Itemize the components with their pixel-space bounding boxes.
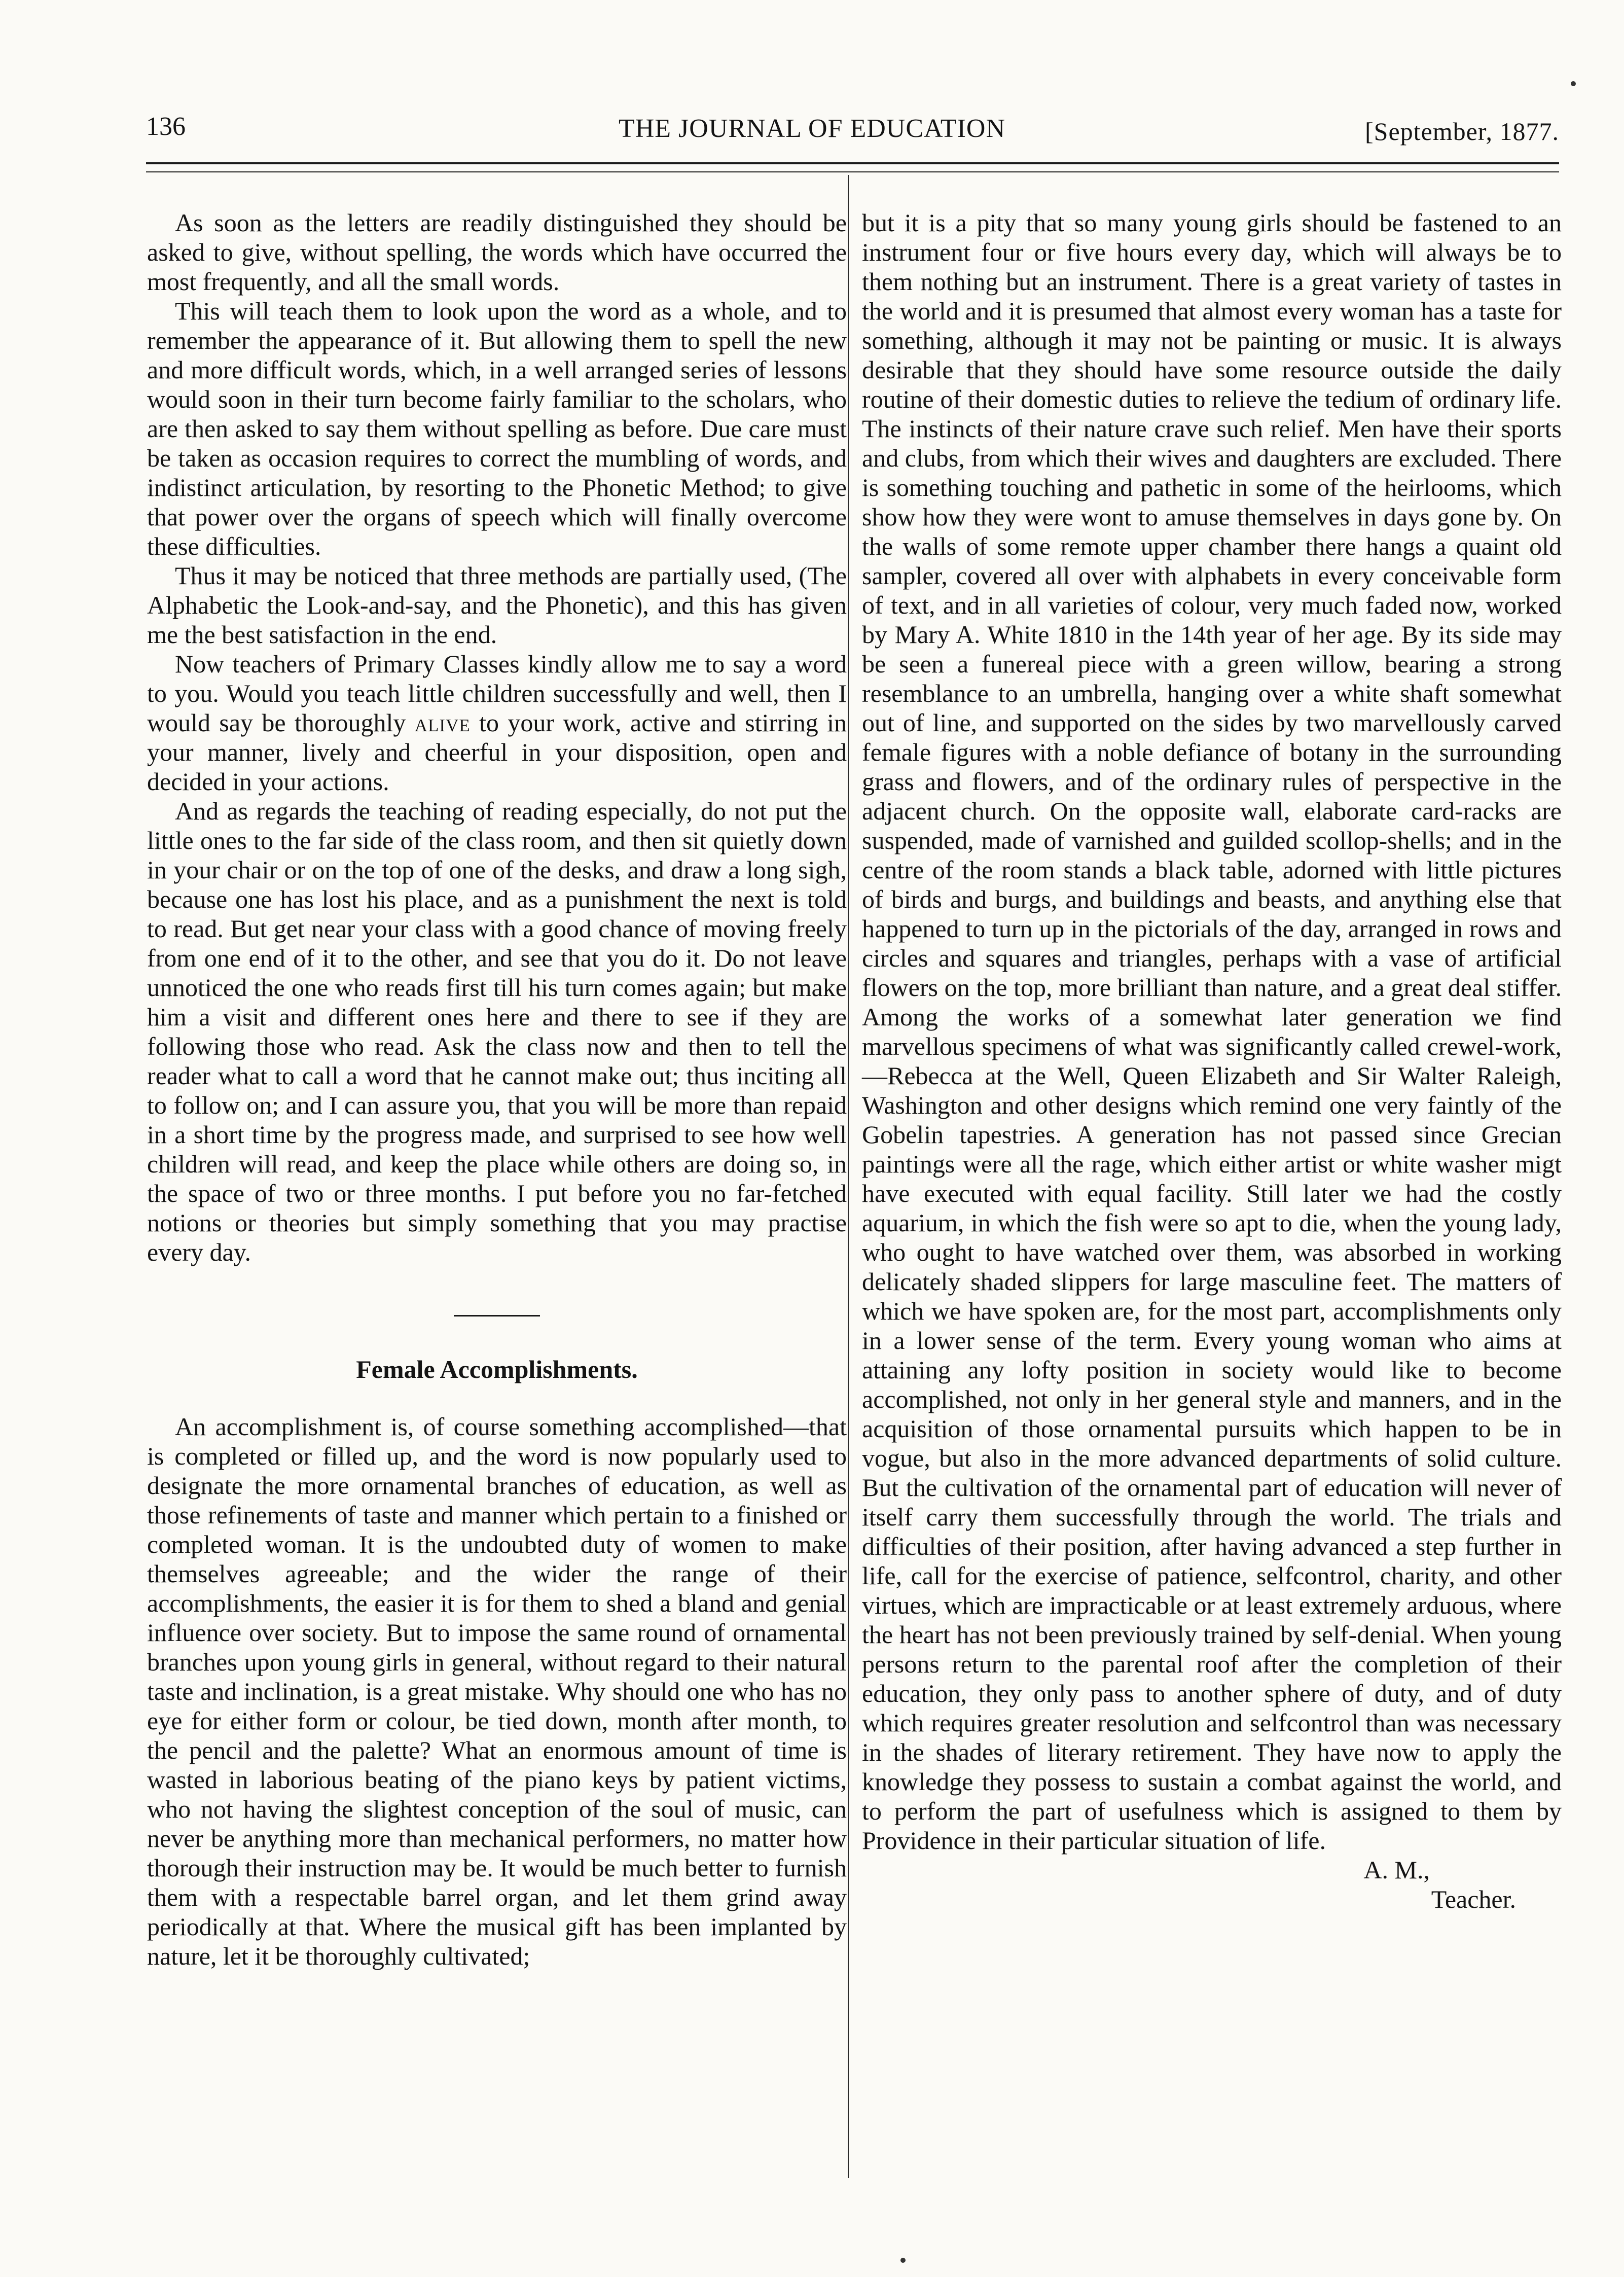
paragraph — [147, 649, 847, 796]
print-speck — [1571, 81, 1576, 86]
emphasis-alive: alive — [414, 708, 471, 737]
paragraph: This will teach them to look upon the word as a whole, and to remember the appearance of it. But allowing them to spell the new and more difficult words, which, in a well arranged series of lessons would soon in their turn become fairly familiar to the scholars, who are then asked to say them without spelling as before. Due care must be taken as occasion requires to correct the mumbling of words, and indistinct articulation, by resorting to the Phonetic Method; to give that power over the organs of speech which will finally overcome these difficulties. — [147, 297, 847, 560]
paragraph-text: Now teachers of Primary Classes kindly allow me to say a word to you. Would you teach little children successfully and well, then I would say be thoroughly — [147, 650, 847, 737]
signature-initials: A. M., — [1363, 1856, 1430, 1884]
paragraph: Thus it may be noticed that three methods are partially used, (The Alphabetic the Look-and-say, and the Phonetic), and this has given me the best satisfaction in the end. — [147, 561, 847, 649]
paragraph: And as regards the teaching of reading especially, do not put the little ones to the far side of the class room, and then sit quietly down in your chair or on the top of one of the desks, and draw a long sigh, because one has lost his place, and as a punishment the next is told to read. But get near your class with a good chance of moving freely from one end of it to the other, and see that you do it. Do not leave unnoticed the one who reads first till his turn comes again; but make him a visit and different ones here and there to see if they are following those who read. Ask the class now and then to tell the reader what to call a word that he cannot make out; thus inciting all to follow on; and I can assure you, that you will be more than repaid in a short time by the progress made, and surprised to see how well children will read, and keep the place while others are doing so, in the space of two or three months. I put before you no far-fetched notions or theories but simply something that you may practise every day. — [147, 797, 847, 1266]
section-title: Female Accomplishments. — [356, 1355, 638, 1383]
section-divider — [454, 1315, 540, 1317]
header-rule — [146, 162, 1559, 164]
column-divider — [848, 175, 849, 2178]
paragraph-text: to your work, active and stirring in your manner, lively and cheerful in your disposition, open and decided in your actions. — [147, 708, 847, 796]
print-speck — [900, 2258, 906, 2263]
signature-role: Teacher. — [1431, 1885, 1516, 1913]
left-column — [147, 208, 847, 2186]
header-rule-thin — [146, 171, 1559, 172]
paragraph: but it is a pity that so many young girls should be fastened to an instrument four or five hours every day, which will always be to them nothing but an instrument. There is a great variety of tastes in the world and it is presumed that almost every woman has a taste for something, although it may not be painting or music. It is always desirable that they should have some resource outside the daily routine of their domestic duties to relieve the tedium of ordinary life. The instincts of their nature crave such relief. Men have their sports and clubs, from which their wives and daughters are excluded. There is something touching and pathetic in some of the heirlooms, which show how they were wont to amuse themselves in days gone by. On the walls of some remote upper chamber there hangs a quaint old sampler, covered all over with alphabets in every conceivable form of text, and in all varieties of colour, very much faded now, worked by Mary A. White 1810 in the 14th year of her age. By its side may be seen a funereal piece with a green willow, bearing a strong resemblance to an umbrella, hanging over a white shaft somewhat out of line, and supported on the sides by two marvellously carved female figures with a noble defiance of botany in the surrounding grass and flowers, and of the ordinary rules of perspective in the adjacent church. On the opposite wall, elaborate card-racks are suspended, made of varnished and guilded scollop-shells; and in the centre of the room stands a black table, adorned with little pictures of birds and burgs, and buildings and beasts, and anything else that happened to turn up in the pictorials of the day, arranged in rows and circles and squares and triangles, perhaps with a vase of artificial flowers on the top, more brilliant than nature, and a great deal stiffer. Among the works of a somewhat later generation we find marvellous specimens of what was significantly called crewel-work,—Rebecca at the Well, Queen Elizabeth and Sir Walter Raleigh, Washington and other designs which remind one very faintly of the Gobelin tapestries. A generation has not passed since Grecian paintings were all the rage, which either artist or white washer migt have executed with equal facility. Still later we had the costly aquarium, in which the fish were so apt to die, when the young lady, who ought to have watched over them, was absorbed in working delicately shaded slippers for large masculine feet. The matters of which we have spoken are, for the most part, accomplishments only in a lower sense of the term. Every young woman who aims at attaining any lofty position in society would like to become accomplished, not only in her general style and manners, and in the acquisition of those ornamental pursuits which happen to be in vogue, but also in the more advanced departments of solid culture. But the cultivation of the ornamental part of education will never of itself carry them successfully through the world. The trials and difficulties of their position, after having advanced a step further in life, call for the exercise of patience, selfcontrol, charity, and other virtues, which are impracticable or at least extremely arduous, where the heart has not been previously trained by self-denial. When young persons return to the parental roof after the completion of their education, they only pass to another sphere of duty, and of duty which requires greater resolution and selfcontrol than was necessary in the shades of literary retirement. They have now to apply the knowledge they possess to sustain a combat against the world, and to perform the part of usefulness which is assigned to them by Providence in their particular situation of life. — [862, 208, 1562, 1855]
issue-date: [September, 1877. — [1365, 117, 1559, 146]
journal-title: THE JOURNAL OF EDUCATION — [618, 114, 1006, 143]
paragraph: As soon as the letters are readily distinguished they should be asked to give, without spelling, the words which have occurred the most frequently, and all the small words. — [147, 208, 847, 296]
paragraph: An accomplishment is, of course something accomplished—that is completed or filled up, and the word is now popularly used to designate the more ornamental branches of education, as well as those refinements of taste and manner which pertain to a finished or completed woman. It is the undoubted duty of women to make themselves agreeable; and the wider the range of their accomplishments, the easier it is for them to shed a bland and genial influence over society. But to impose the same round of ornamental branches upon young girls in general, without regard to their natural taste and inclination, is a great mistake. Why should one who has no eye for either form or colour, be tied down, month after month, to the pencil and the palette? What an enormous amount of time is wasted in laborious beating of the piano keys by patient victims, who not having the slightest conception of the soul of music, can never be anything more than mechanical performers, no matter how thorough their instruction may be. It would be much better to furnish them with a respectable barrel organ, and let them grind away periodically at that. Where the musical gift has been implanted by nature, let it be thoroughly cultivated; — [147, 1412, 847, 1970]
page-number: 136 — [146, 112, 186, 141]
right-column — [862, 208, 1562, 2186]
